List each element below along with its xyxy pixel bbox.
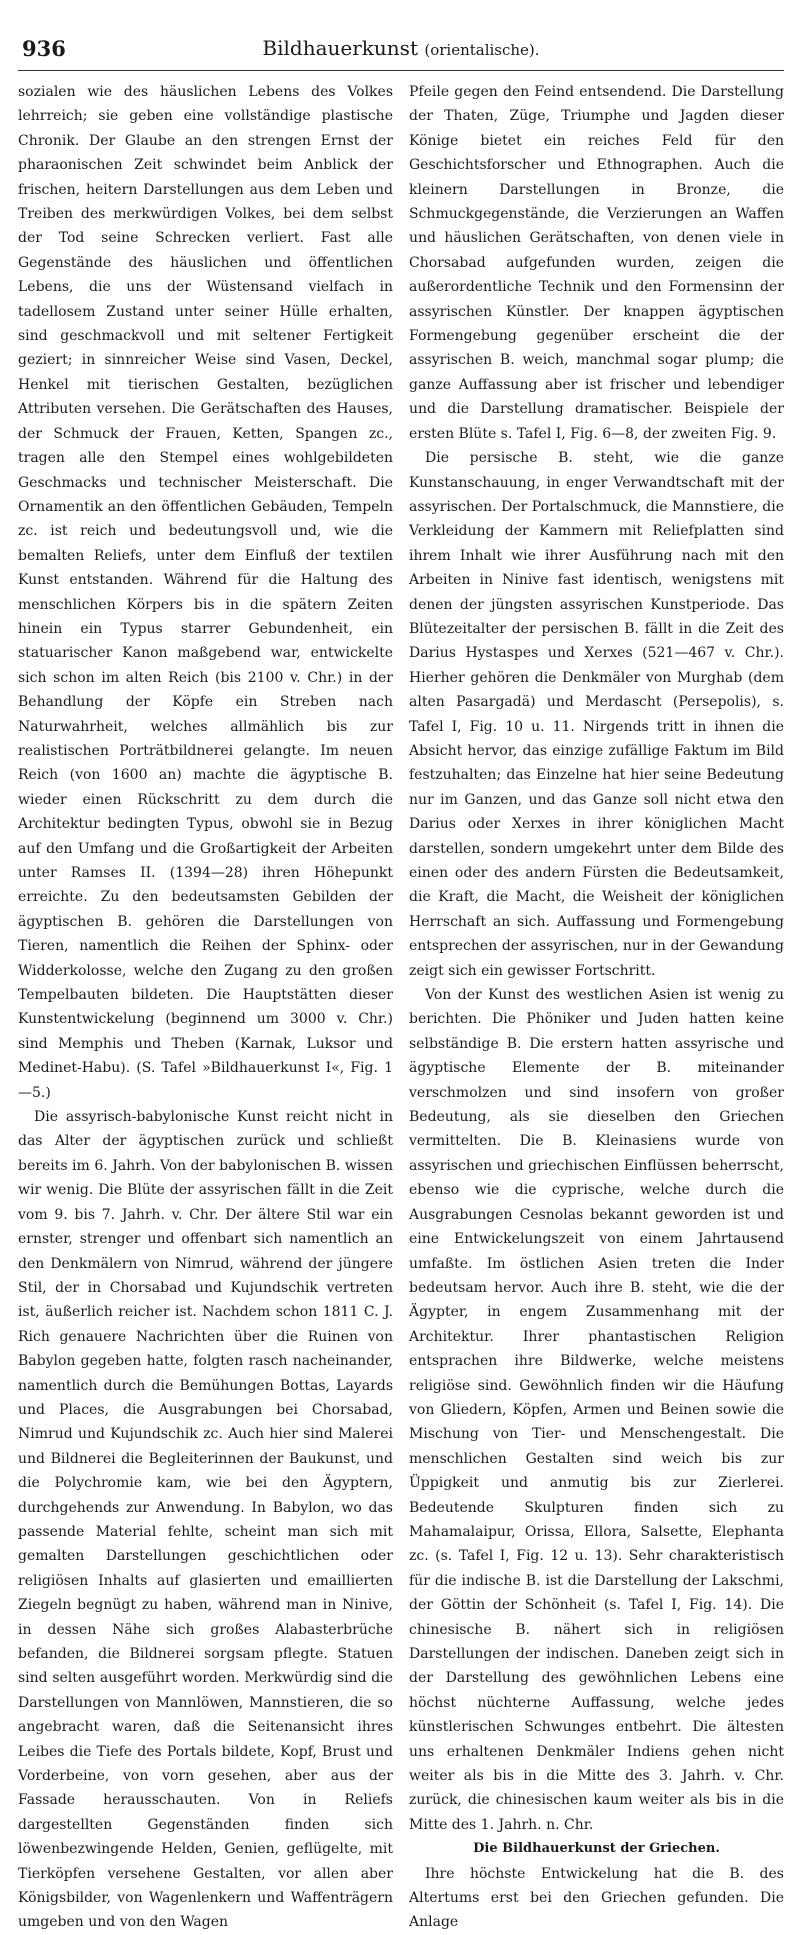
- page-title: [18, 36, 784, 60]
- paragraph: Von der Kunst des westlichen Asien ist wenig zu berichten. Die Phöniker und Juden hatten keine selbständige B. Die erstern hatten assyrische und ägyptische Elemente der B. miteinander verschmolzen und sind insofern von großer Bedeutung, als sie dieselben den Griechen vermittelten. Die B. Kleinasiens wurde von assyrischen und griechischen Einflüssen beherrscht, ebenso wie die cyprische, welche durch die Ausgrabungen Cesnolas bekannt geworden ist und eine Entwickelungszeit von einem Jahrtausend umfaßte. Im östlichen Asien treten die Inder bedeutsam hervor. Auch ihre B. steht, wie die der Ägypter, in engem Zusammenhang mit der Architektur. Ihrer phantastischen Religion entsprachen ihre Bildwerke, welche meistens religiöse sind. Gewöhnlich finden wir die Häufung von Gliedern, Köpfen, Armen und Beinen sowie die Mischung von Tier- und Menschengestalt. Die menschlichen Gestalten sind weich bis zur Üppigkeit und anmutig bis zur Zierlerei. Bedeutende Skulpturen finden sich zu Mahamalaipur, Orissa, Ellora, Salsette, Elephanta zc. (s. Tafel I, Fig. 12 u. 13). Sehr charakteristisch für die indische B. ist die Darstellung der Lakschmi, der Göttin der Schönheit (s. Tafel I, Fig. 14). Die chinesische B. nähert sich in religiösen Darstellungen der indischen. Daneben zeigt sich in der Darstellung des gewöhnlichen Lebens eine höchst nüchterne Auffassung, welche jedes künstlerischen Schwunges entbehrt. Die ältesten uns erhaltenen Denkmäler Indiens gehen nicht weiter als bis in die Mitte des 3. Jahrh. v. Chr. zurück, die chinesischen kaum weiter als bis in die Mitte des 1. Jahrh. n. Chr.: [409, 987, 784, 1833]
- page: [18, 0, 784, 1931]
- header-subtitle: (orientalische).: [424, 41, 540, 59]
- paragraph: sozialen wie des häuslichen Lebens des Volkes lehrreich; sie geben eine vollständige plastische Chronik. Der Glaube an den strengen Ernst der pharaonischen Zeit schwindet beim Anblick der frischen, heitern Darstellungen aus dem Leben und Treiben des merkwürdigen Volkes, bei dem selbst der Tod seine Schrecken verliert. Fast alle Gegenstände des häuslichen und öffentlichen Lebens, die uns der Wüstensand vielfach in tadellosem Zustand unter seiner Hülle erhalten, sind geschmackvoll und mit seltener Fertigkeit geziert; in sinnreicher Weise sind Vasen, Deckel, Henkel mit tierischen Gestalten, bezüglichen Attributen versehen. Die Gerätschaften des Hauses, der Schmuck der Frauen, Ketten, Spangen zc., tragen alle den Stempel eines wohlgebildeten Geschmacks und technischer Meisterschaft. Die Ornamentik an den öffentlichen Gebäuden, Tempeln zc. ist reich und bedeutungsvoll und, wie die bemalten Reliefs, unter dem Einfluß der textilen Kunst entstanden. Während für die Haltung des menschlichen Körpers bis in die spätern Zeiten hinein ein Typus starrer Gebundenheit, ein statuarischer Kanon maßgebend war, entwickelte sich schon im alten Reich (bis 2100 v. Chr.) in der Behandlung der Köpfe ein Streben nach Naturwahrheit, welches allmählich bis zur realistischen Porträtbildnerei gelangte. Im neuen Reich (von 1600 an) machte die ägyptische B. wieder einen Rückschritt zu dem durch die Architektur bedingten Typus, obwohl sie in Bezug auf den Umfang und die Großartigkeit der Arbeiten unter Ramses II. (1394—28) ihren Höhepunkt erreichte. Zu den bedeutsamsten Gebilden der ägyptischen B. gehören die Darstellungen von Tieren, namentlich die Reihen der Sphinx- oder Widderkolosse, welche den Zugang zu den großen Tempelbauten bildeten. Die Hauptstätten dieser Kunstentwickelung (beginnend um 3000 v. Chr.) sind Memphis und Theben (Karnak, Luksor und Medinet-Habu). (S. Tafel »Bildhauerkunst I«, Fig. 1—5.): [18, 84, 393, 1101]
- paragraph: Die assyrisch-babylonische Kunst reicht nicht in das Alter der ägyptischen zurück und schließt bereits im 6. Jahrh. Von der babylonischen B. wissen wir wenig. Die Blüte der assyrischen fällt in die Zeit vom 9. bis 7. Jahrh. v. Chr. Der ältere Stil war ein ernster, strenger und offenbart sich namentlich an den Denkmälern von Nimrud, während der jüngere Stil, der in Chorsabad und Kujundschik vertreten ist, äußerlich reicher ist. Nachdem schon 1811 C. J. Rich genauere Nachrichten über die Ruinen von Babylon gegeben hatte, folgten rasch nacheinander, namentlich durch die Bemühungen Bottas, Layards und Places, die Ausgrabungen bei Chorsabad, Nimrud und Kujundschik zc. Auch hier sind Malerei und Bildnerei die Begleiterinnen der Baukunst, und die Polychromie kam, wie bei den Ägyptern, durchgehends zur Anwendung. In Babylon, wo das passende Material fehlte, scheint man sich mit gemalten Darstellungen geschichtlichen oder religiösen Inhalts auf glasierten und emaillierten Ziegeln begnügt zu haben, während man in Ninive, in dessen Nähe sich großes Alabasterbrüche befanden, die Bildnerei sorgsam pflegte. Statuen sind selten ausgeführt worden. Merkwürdig sind die Darstellungen von Mannlöwen, Mannstieren, die so angebracht waren, daß die Seitenansicht ihres Leibes die Tiefe des Portals bildete, Kopf, Brust und Vorderbeine, von vorn gesehen, aber aus der Fassade herausschauten. Von in Reliefs dargestellten Gegenständen finden sich löwenbezwingende Helden, Genien, geflügelte, mit Tierköpfen versehene Gestalten, vor allen aber Königsbilder, von Wagenlenkern und Waffenträgern umgeben und von den Wagen: [18, 1109, 393, 1931]
- running-header: [18, 0, 784, 72]
- paragraph: Ihre höchste Entwickelung hat die B. des Altertums erst bei den Griechen gefunden. Die Anlage: [409, 1865, 784, 1931]
- paragraph: Die persische B. steht, wie die ganze Kunstanschauung, in enger Verwandtschaft mit der assyrischen. Der Portalschmuck, die Mannstiere, die Verkleidung der Kammern mit Reliefplatten sind ihrem Inhalt wie ihrer Ausführung nach mit den Arbeiten in Ninive fast identisch, wenigstens mit denen der jüngsten assyrischen Kunstperiode. Das Blütezeitalter der persischen B. fällt in die Zeit des Darius Hystaspes und Xerxes (521—467 v. Chr.). Hierher gehören die Denkmäler von Murghab (dem alten Pasargadä) und Merdascht (Persepolis), s. Tafel I, Fig. 10 u. 11. Nirgends tritt in ihnen die Absicht hervor, das einzige zufällige Faktum im Bild festzuhalten; das Einzelne hat hier seine Bedeutung nur im Ganzen, und das Ganze soll nicht etwa den Darius oder Xerxes in ihrer königlichen Macht darstellen, sondern umgekehrt unter dem Bilde des einen oder des andern Fürsten die Bedeutsamkeit, die Kraft, die Macht, die Weisheit der königlichen Herrschaft an sich. Auffassung und Formengebung entsprechen der assyrischen, nur in der Gewandung zeigt sich ein gewisser Fortschritt.: [409, 450, 784, 979]
- right-column: [409, 80, 784, 1931]
- header-rule: [18, 70, 784, 71]
- page-number: 936: [22, 36, 66, 61]
- header-title: Bildhauerkunst: [262, 36, 418, 60]
- paragraph: Pfeile gegen den Feind entsendend. Die Darstellung der Thaten, Züge, Triumphe und Jagden dieser Könige bietet ein reiches Feld für den Geschichtsforscher und Ethnographen. Auch die kleinern Darstellungen in Bronze, die Schmuckgegenstände, die Verzierungen an Waffen und häuslichen Gerätschaften, von denen viele in Chorsabad aufgefunden wurden, zeigen die außerordentliche Technik und den Formensinn der assyrischen Künstler. Der knappen ägyptischen Formengebung gegenüber erscheint die der assyrischen B. weich, manchmal sogar plump; die ganze Auffassung aber ist frischer und lebendiger und die Darstellung dramatischer. Beispiele der ersten Blüte s. Tafel I, Fig. 6—8, der zweiten Fig. 9.: [409, 84, 784, 442]
- section-heading: Die Bildhauerkunst der Griechen.: [473, 1841, 720, 1857]
- left-column: [18, 80, 393, 1931]
